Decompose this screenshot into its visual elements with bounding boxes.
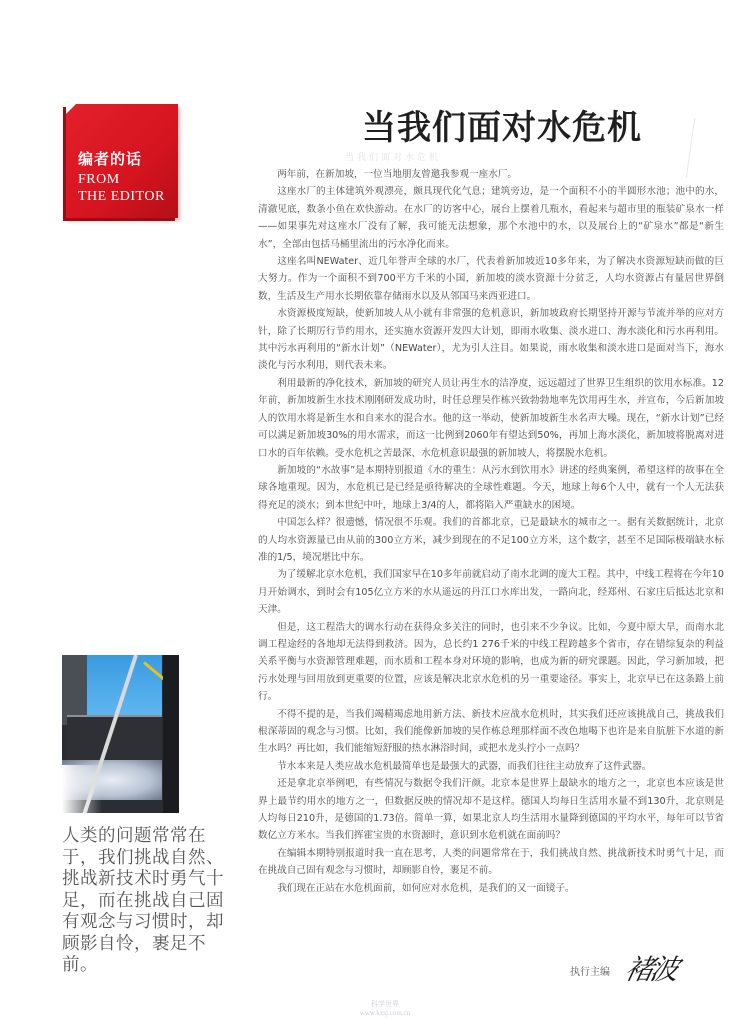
badge-title-cn: 编者的话 [78, 150, 143, 168]
article-body [258, 166, 724, 897]
page-footer [342, 1000, 428, 1018]
paragraph: 中国怎么样？很遗憾，情况很不乐观。我们的首都北京，已是最缺水的城市之一。据有关数据统计，北京的人均水资源量已由从前的300立方米，减少到现在的不足100立方米，这个数字，甚至不足国际极端缺水标准的1/5，境况堪比中东。 [258, 517, 724, 563]
paragraph: 利用最新的净化技术，新加坡的研究人员让再生水的洁净度，远远超过了世界卫生组织的饮用水标准。12年前，新加坡新生水技术刚刚研发成功时，时任总理吴作栋兴致勃勃地率先饮用再生水，并宣布，今后新加坡人的饮用水将是新生水和自来水的混合水。他的这一举动，使新加坡新生水名声大噪。现在，“新水计划”已经可以满足新加坡30%的用水需求，而这一比例到2060年有望达到50%，再加上海水淡化，新加坡将脱离对进口水的百年依赖。受水危机之苦最深、水危机意识最强的新加坡人，将摆脱水危机。 [258, 377, 724, 459]
article-title: 当我们面对水危机 [362, 108, 642, 148]
footer-website: www.kxsj.com.cn [359, 1009, 411, 1017]
water-treatment-photo [62, 655, 179, 813]
ghost-subtitle: 当我们面对水危机 [345, 153, 442, 163]
paragraph: 不得不提的是，当我们竭精竭虑地用新方法、新技术应战水危机时，其实我们还应该挑战自己，挑战我们根深蒂固的观念与习惯。比如，我们能像新加坡的吴作栋总理那样面不改色地喝下也许是来自肮脏下水道的新生水吗？再比如，我们能缩短舒服的热水淋浴时间，或把水龙头拧小一点吗？ [258, 708, 724, 755]
footer-magazine-name: 科学世界 [371, 1000, 399, 1008]
paragraph: 还是拿北京举例吧，有些情况与数据令我们汗颜。北京本是世界上最缺水的地方之一，北京也本应该是世界上最节约用水的地方之一，但数据反映的情况却不是这样。德国人均每日生活用水量不到130升，北京则是人均每日210升，是德国的1.73倍。简单一算，如果北京人均生活用水量降到德国的平均水平，每年可以节省数亿立方米水。当我们挥霍宝贵的水资源时，意识到水危机就在面前吗？ [258, 778, 724, 842]
editor-signature: 褚波 [622, 953, 680, 986]
paragraph: 在编辑本期特别报道时我一直在思考，人类的问题常常在于，我们挑战自然、挑战新技术时勇气十足，而在挑战自己固有观念与习惯时，却顾影自怜，裹足不前。 [258, 847, 724, 877]
badge-title-en-line2: THE EDITOR [78, 189, 165, 204]
from-the-editor-badge [66, 104, 178, 218]
pull-quote: 人类的问题常常在于，我们挑战自然、挑战新技术时勇气十足，而在挑战自己固有观念与习惯时，却顾影自怜，裹足不前。 [62, 826, 224, 975]
paragraph: 我们现在正站在水危机面前，如何应对水危机，是我们的又一面镜子。 [277, 882, 575, 894]
paragraph: 这座名叫NEWater、近几年誉声全球的水厂，代表着新加坡近10多年来，为了解决水资源短缺而做的巨大努力。作为一个面积不到700平方千米的小国，新加坡的淡水资源十分贫乏，人均水资源占有量居世界倒数，生活及生产用水长期依靠存储雨水以及从邻国马来西亚进口。 [258, 256, 724, 302]
badge-title-en-line1: FROM [78, 172, 120, 187]
paragraph: 节水本来是人类应战水危机最简单也是最强大的武器，而我们往往主动放弃了这件武器。 [277, 760, 652, 772]
paragraph: 但是，这工程浩大的调水行动在获得众多关注的同时，也引来不少争议。比如，今夏中原大旱，而南水北调工程途经的各地却无法得到救济。因为，总长约1 276千米的中线工程跨越多个省市，存在错综复杂的利益关系平衡与水资源管理难题，而水质和工程本身对环境的影响，也成为新的研究课题。因此，学习新加坡，把污水处理与回用放到更重要的位置，应该是解决北京水危机的另一重要途径。事实上，北京早已在这条路上前行。 [258, 621, 724, 703]
signoff-role: 执行主编 [570, 967, 610, 978]
paragraph: 水资源极度短缺，使新加坡人从小就有非常强的危机意识，新加坡政府长期坚持开源与节流并举的应对方针，除了长期厉行节约用水，还实施水资源开发四大计划，即雨水收集、淡水进口、海水淡化和污水再利用。其中污水再利用的“新水计划”（NEWater），尤为引人注目。如果说，雨水收集和淡水进口是面对当下，海水淡化与污水利用，则代表未来。 [258, 308, 724, 372]
paragraph: 这座水厂的主体建筑外观漂亮，颇具现代化气息；建筑旁边，是一个面积不小的半圆形水池；池中的水，清澈见底，数条小鱼在欢快游动。在水厂的访客中心，展台上摆着几瓶水，看起来与超市里的瓶装矿泉水一样——如果事先对这座水厂没有了解，我可能无法想象，那个水池中的水，以及展台上的“矿泉水”都是“新生水”，全部由包括马桶里流出的污水净化而来。 [258, 186, 724, 250]
badge-corner-fold [66, 104, 76, 114]
paragraph: 两年前，在新加坡，一位当地朋友曾邀我参观一座水厂。 [277, 169, 518, 180]
paragraph: 新加坡的“水故事”是本期特别报道《水的重生：从污水到饮用水》讲述的经典案例，希望这样的故事在全球各地重现。因为，水危机已是已经是亟待解决的全球性难题。今天，地球上每6个人中，就有一个人无法获得充足的淡水；到本世纪中叶，地球上3/4的人，都将陷入严重缺水的困境。 [258, 464, 724, 511]
paragraph: 为了缓解北京水危机，我们国家早在10多年前就启动了南水北调的庞大工程。其中，中线工程将在今年10月开始调水，到时会有105亿立方米的水从遥远的丹江口水库出发，一路向北，经郑州、石家庄后抵达北京和天津。 [258, 569, 724, 616]
